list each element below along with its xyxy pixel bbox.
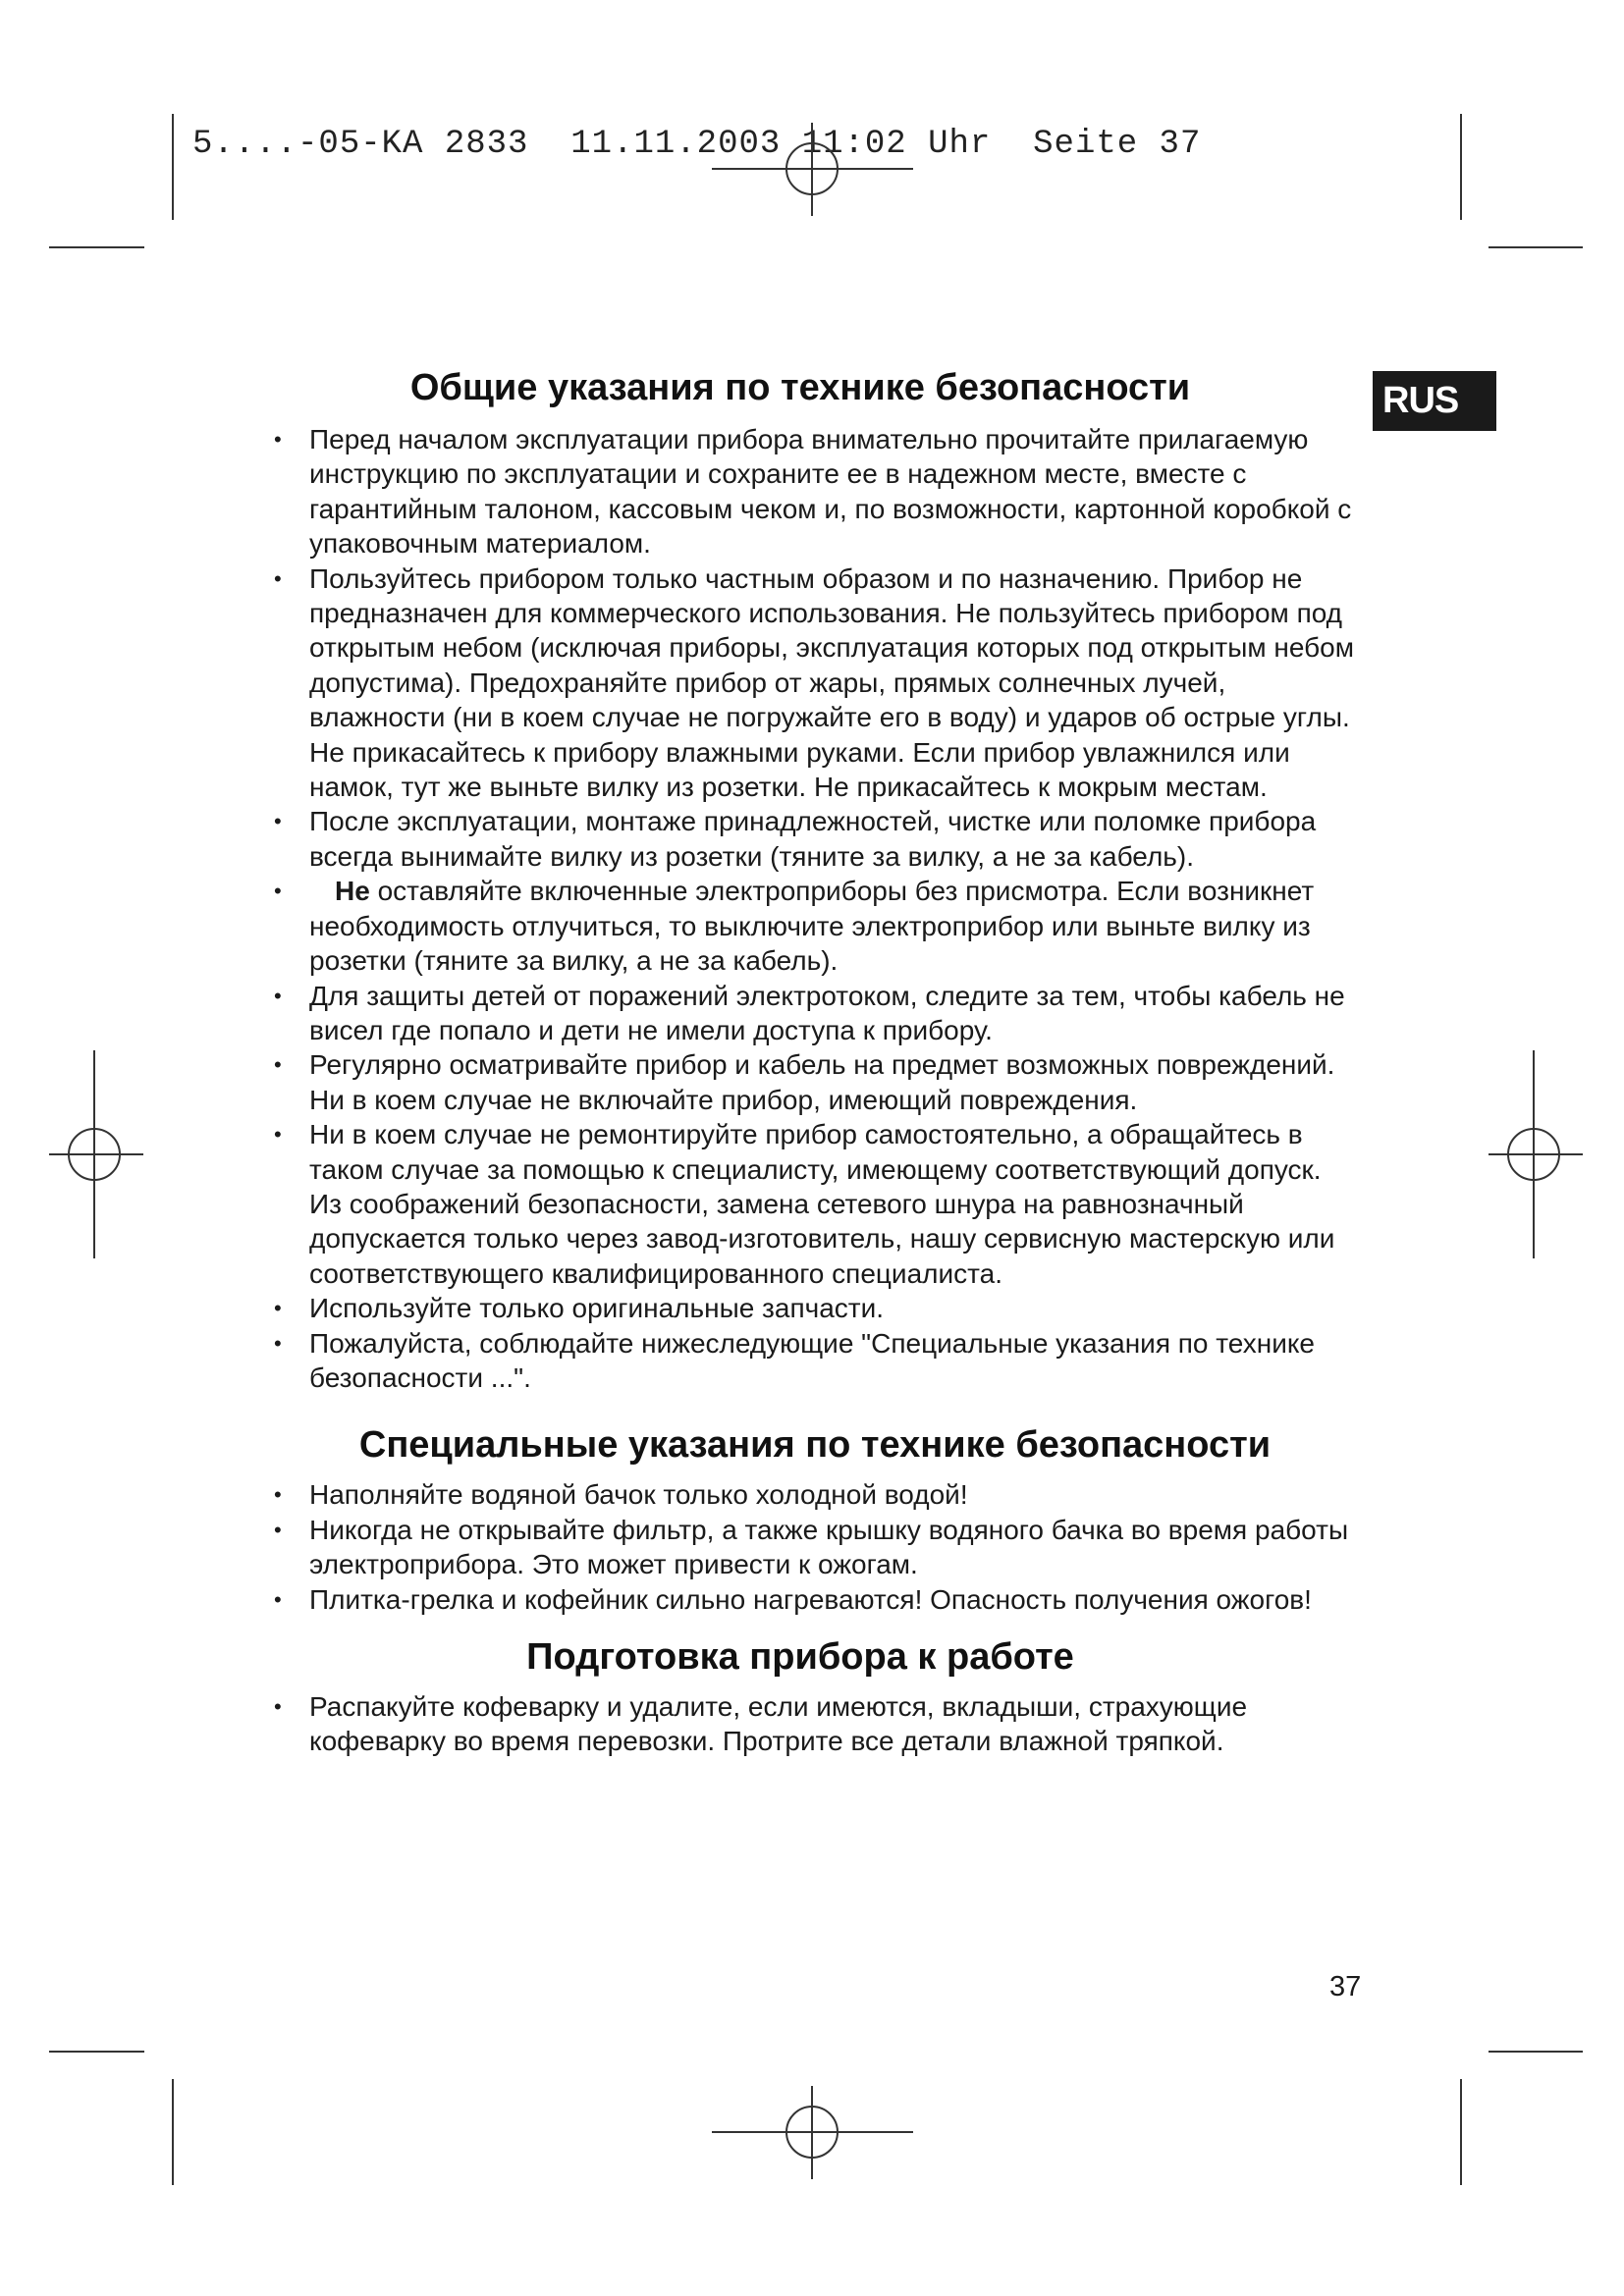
list-item-text: оставляйте включенные электроприборы без присмотра. Если возникнет необходимость отлучиться, то выключите электроприбор или выньте вилку из розетки (тяните за вилку, а не за кабель). (309, 876, 1315, 977)
list-item: • Используйте только оригинальные запчасти. (245, 1291, 1355, 1325)
list-item: • Плитка-грелка и кофейник сильно нагреваются! Опасность получения ожогов! (245, 1582, 1355, 1617)
list-item: • После эксплуатации, монтаже принадлежностей, чистке или поломке прибора всегда вынимайте вилку из розетки (тяните за вилку, а не за кабель). (245, 804, 1355, 874)
list-item: • Регулярно осматривайте прибор и кабель на предмет возможных повреждений. Ни в коем случае не включайте прибор, имеющий повреждения. (245, 1047, 1355, 1117)
section-title-special-safety: Специальные указания по технике безопасности (358, 1424, 1272, 1467)
print-slug: 5....-05-KA 2833 11.11.2003 11:02 Uhr Seite 37 (192, 126, 1202, 163)
list-item: • Наполняйте водяной бачок только холодной водой! (245, 1477, 1355, 1512)
section-title-general-safety: Общие указания по технике безопасности (409, 367, 1191, 408)
list-item: • Никогда не открывайте фильтр, а также крышку водяного бачка во время работы электроприбора. Это может привести к ожогам. (245, 1513, 1355, 1582)
list-item: • Перед началом эксплуатации прибора внимательно прочитайте прилагаемую инструкцию по эксплуатации и сохраните ее в надежном месте, вместе с гарантийным талоном, кассовым чеком и, по возможности, картонной коробкой с упаковочным материалом. (245, 422, 1355, 561)
list-item: • Ни в коем случае не ремонтируйте прибор самостоятельно, а обращайтесь в таком случае за помощью к специалисту, имеющему соответствующий допуск. Из соображений безопасности, замена сетевого шнура на равнозначный допускается только через завод-изготовитель, нашу сервисную мастерскую или соответствующего квалифицированного специалиста. (245, 1117, 1355, 1291)
registration-mark-left (49, 1050, 143, 1258)
list-item-bold-lead (245, 874, 1355, 978)
special-safety-list (245, 1477, 1355, 1617)
section-title-preparation: Подготовка прибора к работе (526, 1636, 1074, 1678)
list-item: • Для защиты детей от поражений электротоком, следите за тем, чтобы кабель не висел где попало и дети не имели доступа к прибору. (245, 979, 1355, 1048)
registration-mark-right (1489, 1050, 1583, 1258)
registration-mark-bottom (712, 2086, 913, 2179)
page-content (245, 353, 1355, 1759)
general-safety-list (245, 422, 1355, 1395)
list-item: • Распакуйте кофеварку и удалите, если имеются, вкладыши, страхующие кофеварку во время перевозки. Протрите все детали влажной тряпкой. (245, 1689, 1355, 1759)
bold-lead: Не (335, 876, 370, 907)
list-item: • Пользуйтесь прибором только частным образом и по назначению. Прибор не предназначен для коммерческого использования. Не пользуйтесь прибором под открытым небом (исключая приборы, эксплуатация которых под открытым небом допустима). Предохраняйте прибор от жары, прямых солнечных лучей, влажности (ни в коем случае не погружайте его в воду) и ударов об острые углы. Не прикасайтесь к прибору влажными руками. Если прибор увлажнился или намок, тут же выньте вилку из розетки. Не прикасайтесь к мокрым местам. (245, 561, 1355, 805)
page-number: 37 (1329, 1971, 1362, 2002)
preparation-list (245, 1689, 1355, 1759)
list-item: • Пожалуйста, соблюдайте нижеследующие "Специальные указания по технике безопасности ...". (245, 1326, 1355, 1396)
language-tab: RUS (1373, 371, 1496, 431)
